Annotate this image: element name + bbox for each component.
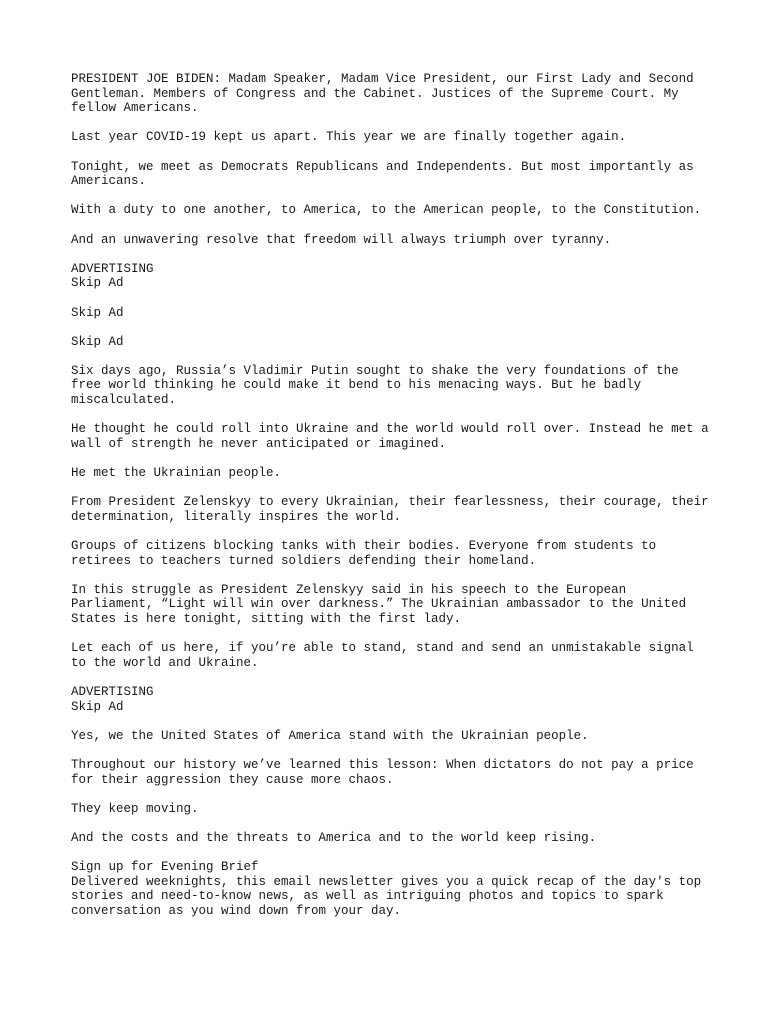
- paragraph: And the costs and the threats to America and to the world keep rising.: [71, 830, 597, 845]
- paragraph: Throughout our history we’ve learned this lesson: When dictators do not pay a price for their aggression they cause more chaos.: [71, 757, 694, 787]
- paragraph: Last year COVID-19 kept us apart. This year we are finally together again.: [71, 130, 627, 145]
- skip-ad-link[interactable]: Skip Ad: [71, 276, 124, 291]
- paragraph: Groups of citizens blocking tanks with their bodies. Everyone from students to retirees to teachers turned soldiers defending their homeland.: [71, 539, 657, 568]
- paragraph: PRESIDENT JOE BIDEN: Madam Speaker, Madam Vice President, our First Lady and Second Gentleman. Members of Congress and the Cabinet. Justices of the Supreme Court. My fellow Americans.: [71, 72, 694, 116]
- ad-block: [71, 335, 711, 350]
- paragraph: They keep moving.: [71, 801, 199, 816]
- skip-ad-link[interactable]: Skip Ad: [71, 305, 124, 320]
- paragraph: Tonight, we meet as Democrats Republicans and Independents. But most importantly as Americans.: [71, 159, 694, 189]
- skip-ad-link[interactable]: Skip Ad: [71, 334, 124, 349]
- newsletter-signup: [71, 860, 711, 918]
- paragraph: Six days ago, Russia’s Vladimir Putin sought to shake the very foundations of the free world thinking he could make it bend to his menacing ways. But he badly miscalculated.: [71, 363, 679, 408]
- advertising-label: ADVERTISING: [71, 684, 154, 699]
- paragraph: He thought he could roll into Ukraine and the world would roll over. Instead he met a wall of strength he never anticipated or imagined.: [71, 422, 709, 451]
- paragraph: He met the Ukrainian people.: [71, 466, 282, 481]
- document-body: [71, 72, 711, 933]
- ad-block: [71, 685, 711, 714]
- ad-block: [71, 262, 711, 291]
- paragraph: Yes, we the United States of America stand with the Ukrainian people.: [71, 728, 589, 743]
- paragraph: And an unwavering resolve that freedom will always triumph over tyranny.: [71, 232, 612, 247]
- newsletter-title[interactable]: Sign up for Evening Brief: [71, 860, 259, 875]
- newsletter-description: Delivered weeknights, this email newsletter gives you a quick recap of the day's top stories and need-to-know news, as well as intriguing photos and topics to spark conversation as you wind down from your day.: [71, 874, 702, 918]
- paragraph: From President Zelenskyy to every Ukrainian, their fearlessness, their courage, their determination, literally inspires the world.: [71, 495, 709, 524]
- paragraph: In this struggle as President Zelenskyy said in his speech to the European Parliament, “Light will win over darkness.” The Ukrainian ambassador to the United States is here tonight, sitting with the first lady.: [71, 582, 687, 626]
- paragraph: With a duty to one another, to America, to the American people, to the Constitution.: [71, 203, 702, 218]
- skip-ad-link[interactable]: Skip Ad: [71, 699, 124, 714]
- ad-block: [71, 306, 711, 321]
- paragraph: Let each of us here, if you’re able to stand, stand and send an unmistakable signal to the world and Ukraine.: [71, 641, 694, 670]
- advertising-label: ADVERTISING: [71, 261, 154, 276]
